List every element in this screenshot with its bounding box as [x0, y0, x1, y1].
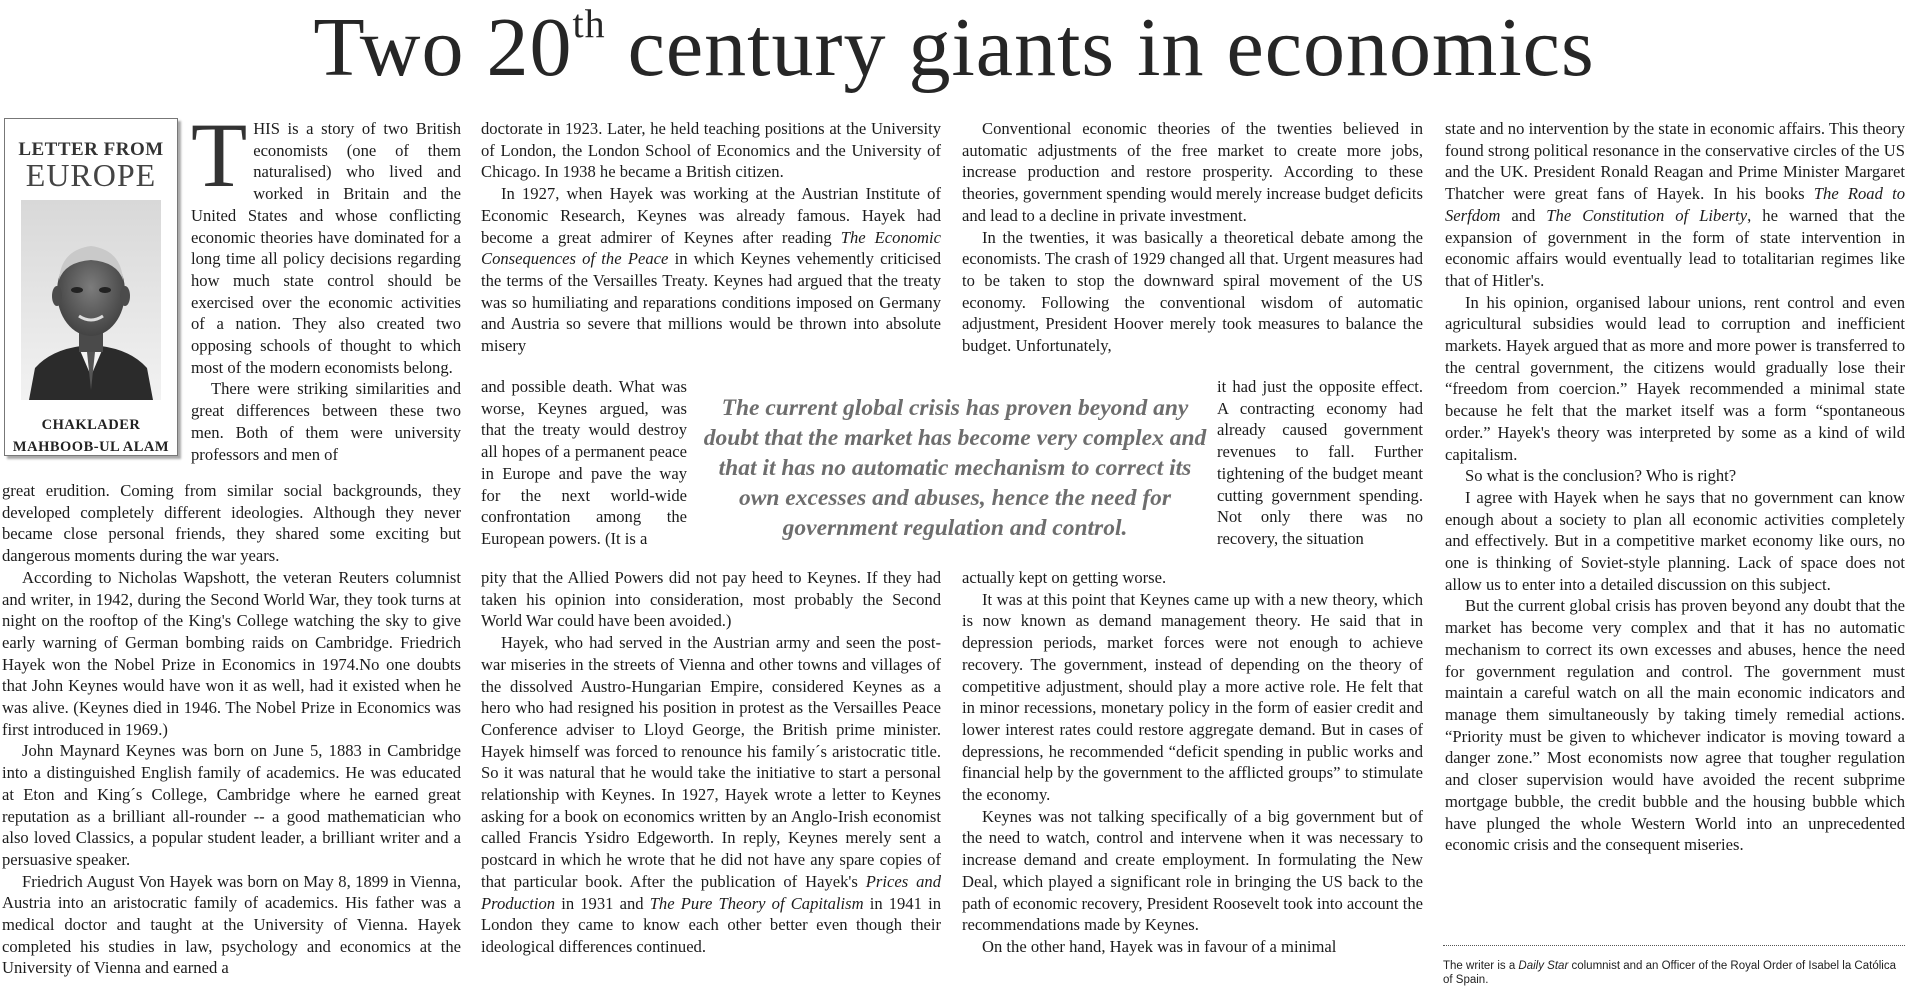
paragraph: doctorate in 1923. Later, he held teaching positions at the University of London, the London School of Economics and the University of Chicago. In 1938 he became a British citizen.	[481, 119, 941, 182]
pull-quote: The current global crisis has proven beyond any doubt that the market has become very complex and that it has no automatic mechanism to correct its own excesses and abuses, hence the need for government regulation and control.	[703, 395, 1207, 541]
paragraph: state and no intervention by the state in economic affairs. This theory found strong political resonance in the conservative circles of the US and the UK. President Ronald Reagan and Prime Minister Margaret Thatcher were great fans of Hayek. In his books The Road to Serfdom and The Constitution of Liberty, he warned that the expansion of government in the form of state intervention in economic affairs would eventually lead to totalitarian regimes like that of Hitler's.	[1445, 119, 1905, 290]
paragraph: Conventional economic theories of the twenties believed in automatic adjustments of the free market to create more jobs, increase production and restore prosperity. According to these theories, government spending would merely increase budget deficits and lead to a decline in private investment.	[962, 119, 1423, 225]
author-byline	[5, 414, 177, 458]
column-3-bottom	[962, 567, 1423, 958]
column-label-big: EUROPE	[25, 157, 157, 193]
author-portrait	[21, 200, 161, 400]
book-title: Prices and Production	[481, 871, 942, 913]
column-2-top	[481, 118, 941, 357]
paragraph-fragment: actually kept on getting worse.	[962, 568, 1167, 587]
paragraph: It was at this point that Keynes came up with a new theory, which is now known as demand management theory. He said that in depression periods, market forces were not enough to achieve recovery. The government, instead of depending on the theory of competitive adjustment, should play a more active role. He felt that in minor recessions, monetary policy in the form of easier credit and lower interest rates could restore aggregate demand. But in cases of depressions, he recommended “deficit spending in public works and financial help by the government to the afflicted groups” to stimulate the economy.	[962, 589, 1423, 805]
column-label-small: LETTER FROM	[18, 139, 164, 160]
column-3-narrow	[1217, 376, 1423, 550]
newspaper-name: Daily Star	[1518, 960, 1569, 972]
headline-post: century giants in economics	[605, 1, 1595, 94]
headline	[0, 0, 1908, 96]
drop-cap: T	[191, 104, 248, 206]
book-title: The Economic Consequences of the Peace	[481, 227, 941, 269]
column-1-top	[191, 104, 461, 465]
headline-superscript: th	[572, 1, 606, 46]
column-3-top	[962, 118, 1423, 357]
footer-divider	[1443, 945, 1905, 946]
column-label-box	[4, 118, 178, 456]
paragraph-fragment: pity that the Allied Powers did not pay heed to Keynes. If they had taken his opinion into consideration, most probably the Second World War could have been avoided.)	[481, 568, 941, 631]
book-title: The Pure Theory of Capitalism	[649, 893, 864, 913]
paragraph: According to Nicholas Wapshott, the veteran Reuters columnist and writer, in 1942, during the Second World War, they took turns at night on the rooftop of the King's College watching the sky to give early warning of German bombing raids on Cambridge. Friedrich Hayek won the Nobel Prize in Economics in 1974.No one doubts that John Keynes would have won it as well, had it existed when he was alive. (Keynes died in 1946. The Nobel Prize in Economics was first introduced in 1969.)	[2, 567, 461, 739]
paragraph: In the twenties, it was basically a theoretical debate among the economists. The crash of 1929 changed all that. Urgent measures had to be taken to stop the downward spiral movement of the US economy. Following the conventional wisdom of automatic adjustment, President Hoover merely took measures to balance the budget. Unfortunately,	[962, 227, 1423, 356]
paragraph: So what is the conclusion? Who is right?	[1465, 466, 1737, 486]
paragraph: There were striking similarities and great differences between these two men. Both of them were university professors and men of	[191, 379, 461, 464]
paragraph: But the current global crisis has proven beyond any doubt that the market has become very complex and that it has no automatic mechanism to correct its own excesses and abuses, hence the need for government regulation and control. The government must maintain a careful watch on all the main economic indicators and manage them simultaneously by taking timely remedial actions. “Priority must be given to whichever indicator is moving toward a danger zone.” Most economists now agree that tougher regulation and closer supervision would have avoided the recent subprime mortgage bubble, the credit bubble and the housing bubble which have plunged the whole Western World into an unprecedented economic crisis and the consequent miseries.	[1445, 596, 1905, 855]
paragraph: In 1927, when Hayek was working at the Austrian Institute of Economic Research, Keynes was already famous. Hayek had become a great admirer of Keynes after reading The Economic Consequences of the Peace in which Keynes vehemently criticised the terms of the Versailles Treaty. Keynes had argued that the treaty was so humiliating and reparations conditions imposed on Germany and Austria so severe that millions would be thrown into absolute misery	[481, 184, 941, 356]
paragraph-intro: THIS is a story of two British economists (one of them naturalised) who lived and worked in Britain and the United States and whose conflicting economic theories have dominated for a long time all policy decisions regarding how much state control should be exercised over the economic activities of a nation. They also created two opposing schools of thought to which most of the modern economists belong.	[191, 104, 461, 377]
paragraph: In his opinion, organised labour unions, rent control and even agricultural subsidies would lead to corruption and inefficient markets. Hayek argued that as more and more power is transferred to the central government, the citizens would gradually lose their “freedom from coercion.” Hayek recommended a minimal state because he felt that the market itself was a form “spontaneous order.” Hayek's theory was interpreted by some as a kind of wild capitalism.	[1445, 292, 1905, 464]
paragraph-fragment: and possible death. What was worse, Keynes argued, was that the treaty would destroy all hopes of a permanent peace in Europe and pave the way for the next world-wide confrontation among the European powers. (It is a	[481, 377, 687, 548]
paragraph: John Maynard Keynes was born on June 5, 1883 in Cambridge into a distinguished English family of academics. He was educated at Eton and King´s College, Cambridge where he earned great reputation as a brilliant all-rounder -- a good mathematician who also loved Classics, a popular student leader, a brilliant writer and a persuasive speaker.	[2, 741, 461, 869]
paragraph: great erudition. Coming from similar social backgrounds, they developed completely different ideologies. Although they never became close personal friends, they shared some exciting but dangerous moments during the war years.	[2, 481, 461, 566]
author-footnote: The writer is a Daily Star columnist and an Officer of the Royal Order of Isabel la Católica of Spain.	[1443, 960, 1896, 986]
paragraph: Keynes was not talking specifically of a big government but of the need to watch, control and intervene when it was necessary to increase demand and create employment. In formulating the New Deal, which played a significant role in bringing the US back to the path of economic recovery, President Roosevelt took into account the recommendations made by Keynes.	[962, 806, 1423, 935]
paragraph: I agree with Hayek when he says that no government can know enough about a society to plan all economic activities completely and effectively. But in a competitive market economy like ours, no one is thinking of Soviet-style planning. Lack of space does not allow us to enter into a detailed discussion on this subject.	[1445, 487, 1905, 594]
paragraph: Friedrich August Von Hayek was born on May 8, 1899 in Vienna, Austria into an aristocratic family of academics. His father was a medical doctor and taught at the University of Vienna. Hayek completed his studies in law, psychology and economics at the University of Vienna and earned a	[2, 871, 461, 978]
author-name-line1: CHAKLADER	[41, 417, 141, 433]
column-4	[1445, 118, 1905, 856]
book-title: The Constitution of Liberty	[1546, 205, 1748, 225]
paragraph: On the other hand, Hayek was in favour of a minimal	[982, 936, 1337, 956]
headline-pre: Two 20	[313, 1, 573, 94]
book-title: The Road to Serfdom	[1445, 184, 1905, 225]
paragraph-fragment: it had just the opposite effect. A contracting economy had already caused government revenues to fall. Further tightening of the budget meant cutting government spending. Not only there was no recovery, the situation	[1217, 377, 1423, 548]
column-2-narrow	[481, 376, 687, 550]
column-2-bottom	[481, 567, 941, 958]
column-1-bottom	[2, 480, 461, 979]
author-name-line2: MAHBOOB-UL ALAM	[12, 439, 170, 455]
paragraph: Hayek, who had served in the Austrian army and seen the post-war miseries in the streets of Vienna and other towns and villages of the dissolved Austro-Hungarian Empire, considered Keynes as a hero who had resigned his position in protest as the Versailles Peace Conference adviser to Lloyd George, the British prime minister. Hayek himself was forced to renounce his family´s aristocratic title. So it was natural that he would take the initiative to start a personal relationship with Keynes. In 1927, Hayek wrote a letter to Keynes asking for a book on economics written by an Anglo-Irish economist called Francis Ysidro Edgeworth. In reply, Keynes merely sent a postcard in which he wrote that he did not have any spare copies of that particular book. After the publication of Hayek's Prices and Production in 1931 and The Pure Theory of Capitalism in 1941 in London they came to know each other better even though their ideological differences continued.	[481, 633, 942, 956]
